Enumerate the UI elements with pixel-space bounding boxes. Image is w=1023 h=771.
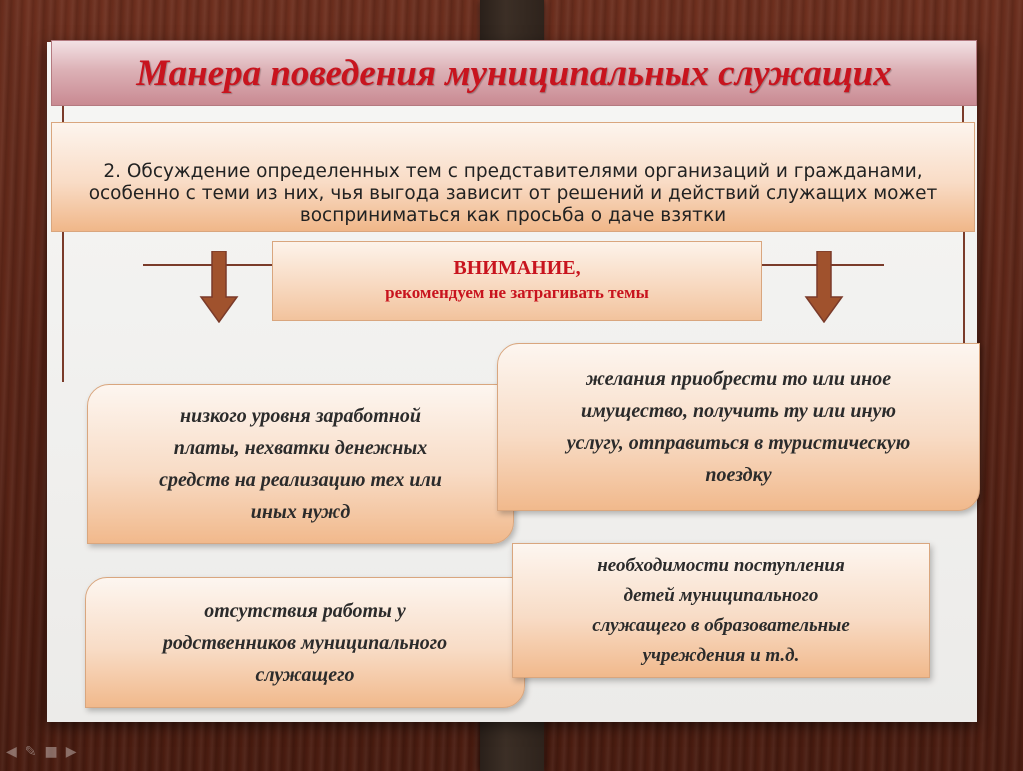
topic-salary-text: низкого уровня заработной платы, нехватки денежных средств на реализацию тех или иных нужд	[159, 405, 442, 523]
arrow-right-icon[interactable]: ▶	[65, 744, 77, 760]
pen-icon[interactable]: ✎	[24, 744, 37, 760]
frame-line-right	[962, 104, 964, 122]
arrow-down-left-icon	[199, 251, 239, 323]
frame-line-left	[62, 104, 64, 122]
topic-card-work	[85, 577, 525, 708]
frame-line-right-lower	[963, 232, 965, 344]
slide-title-bar	[51, 40, 977, 106]
attention-box	[272, 241, 762, 321]
arrow-left-icon[interactable]: ◀	[6, 744, 17, 760]
frame-line-left-lower	[62, 232, 64, 382]
attention-subheading: рекомендуем не затрагивать темы	[385, 283, 649, 302]
intro-text: 2. Обсуждение определенных тем с представителями организаций и гражданами, особенно с теми из них, чья выгода зависит от решений и действий служащих может восприниматься как просьба о даче взятки	[88, 161, 938, 226]
intro-text-box	[51, 122, 975, 232]
slide-nav-controls	[6, 744, 77, 760]
topic-card-salary	[87, 384, 514, 544]
topic-work-text: отсутствия работы у родственников муниципального служащего	[162, 599, 448, 686]
topic-education-text: необходимости поступления детей муниципального служащего в образовательные учреждения и т.д.	[592, 554, 850, 666]
attention-heading: ВНИМАНИЕ,	[453, 257, 581, 279]
arrow-down-right-icon	[804, 251, 844, 323]
slide-title: Манера поведения муниципальных служащих	[136, 52, 892, 94]
topic-card-education	[512, 543, 930, 678]
topic-card-property	[497, 343, 980, 511]
menu-icon[interactable]: ■	[44, 744, 58, 760]
topic-property-text: желания приобрести то или иное имущество, получить ту или иную услугу, отправиться в туристическую поездку	[566, 368, 911, 486]
